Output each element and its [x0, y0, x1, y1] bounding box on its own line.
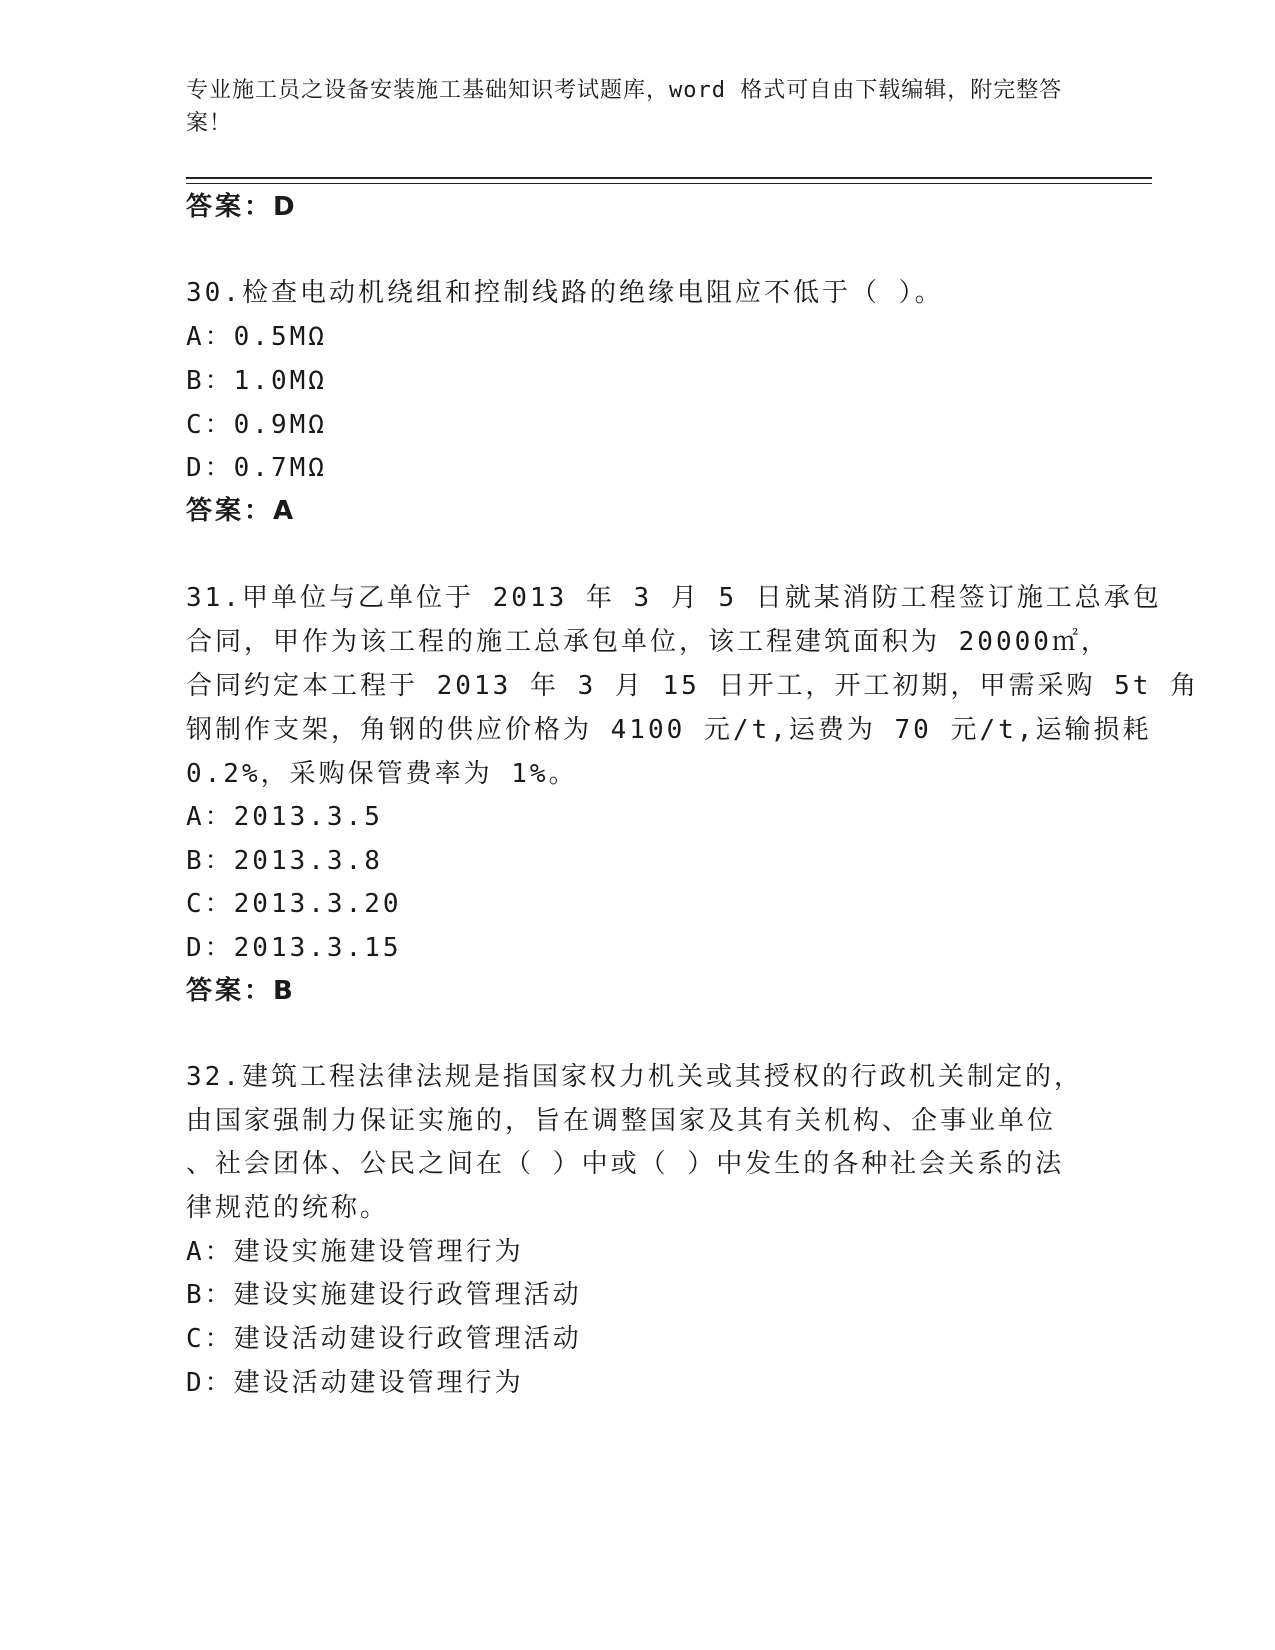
question-31-stem-line: 合同，甲作为该工程的施工总承包单位，该工程建筑面积为 20000㎡，: [186, 627, 1110, 657]
question-32-option-a: A：建设实施建设管理行为: [186, 1237, 524, 1267]
document-header: 专业施工员之设备安装施工基础知识考试题库，word 格式可自由下载编辑，附完整答案！: [186, 78, 1063, 136]
question-32-stem-line: 律规范的统称。: [186, 1193, 390, 1223]
question-31-option-a: A：2013.3.5: [186, 802, 383, 832]
question-31-option-c: C：2013.3.20: [186, 889, 402, 919]
question-30-option-b: B：1.0MΩ: [186, 366, 327, 396]
question-32-stem-line: 由国家强制力保证实施的，旨在调整国家及其有关机构、企事业单位: [186, 1106, 1057, 1136]
question-31-stem-line: 钢制作支架，角钢的供应价格为 4100 元/t,运费为 70 元/t,运输损耗: [186, 715, 1152, 745]
question-31-stem-line: 合同约定本工程于 2013 年 3 月 15 日开工，开工初期，甲需采购 5t 角: [186, 671, 1200, 701]
question-31-stem-line: 0.2%，采购保管费率为 1%。: [186, 759, 578, 789]
question-32-option-d: D：建设活动建设管理行为: [186, 1368, 524, 1398]
question-31-option-d: D：2013.3.15: [186, 933, 402, 963]
question-30-option-d: D：0.7MΩ: [186, 453, 327, 483]
question-30-option-c: C：0.9MΩ: [186, 410, 327, 440]
question-31-option-b: B：2013.3.8: [186, 846, 383, 876]
question-32-option-b: B：建设实施建设行政管理活动: [186, 1280, 582, 1310]
question-30-answer: 答案：A: [186, 496, 297, 526]
previous-answer: 答案：D: [186, 192, 298, 222]
question-30-stem: 30.检查电动机绕组和控制线路的绝缘电阻应不低于（ ）。: [186, 278, 944, 308]
question-30-option-a: A：0.5MΩ: [186, 322, 327, 352]
question-32-stem-line: 32.建筑工程法律法规是指国家权力机关或其授权的行政机关制定的，: [186, 1062, 1083, 1092]
question-31-stem-line: 31.甲单位与乙单位于 2013 年 3 月 5 日就某消防工程签订施工总承包: [186, 583, 1162, 613]
question-32-option-c: C：建设活动建设行政管理活动: [186, 1324, 582, 1354]
question-32-stem-line: 、社会团体、公民之间在（ ）中或（ ）中发生的各种社会关系的法: [186, 1149, 1065, 1179]
question-31-answer: 答案：B: [186, 976, 296, 1006]
header-rule-thick: [186, 177, 1152, 179]
header-rule-thin: [186, 183, 1152, 184]
